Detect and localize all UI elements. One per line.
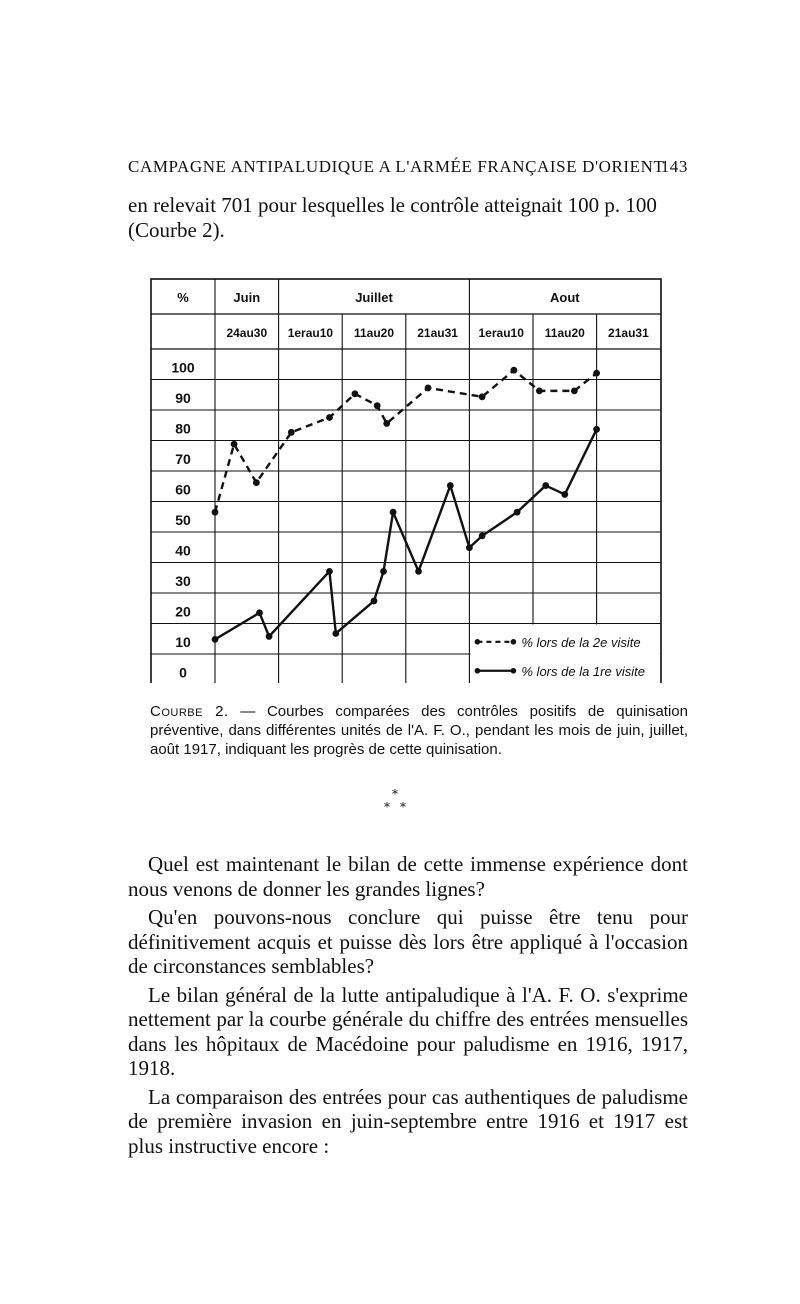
y-tick-label: 0 <box>179 664 187 681</box>
legend-dot <box>511 639 517 645</box>
data-point <box>561 491 568 498</box>
legend-dot <box>511 668 517 674</box>
asterism-icon <box>375 786 415 816</box>
data-point <box>253 479 260 486</box>
continuation-paragraph <box>128 193 688 243</box>
data-point <box>212 509 219 516</box>
body-text <box>128 852 688 1158</box>
period-label: 11au20 <box>353 326 395 340</box>
corner-label: % <box>177 290 189 305</box>
paragraph-4: La comparaison des entrées pour cas authentiques de paludisme de première invasion en juin-septembre entre 1916 et 1917 est plus instructive encore : <box>128 1084 688 1158</box>
period-label: 1erau10 <box>478 326 524 340</box>
legend <box>469 624 661 684</box>
chart-svg <box>150 278 662 683</box>
running-title: CAMPAGNE ANTIPALUDIQUE A L'ARMÉE FRANÇAISE D'ORIENT <box>128 157 665 176</box>
svg-text:*: * <box>384 800 390 814</box>
y-tick-label: 40 <box>175 542 191 559</box>
month-label: Juin <box>233 290 261 305</box>
period-label: 21au31 <box>608 326 649 340</box>
legend-label-1st-visit: % lors de la 1re visite <box>521 663 645 679</box>
y-tick-label: 30 <box>175 573 191 589</box>
data-point <box>256 609 263 616</box>
data-point <box>511 367 518 374</box>
data-point <box>326 568 333 575</box>
data-point <box>479 393 486 400</box>
y-tick-label: 10 <box>175 634 191 650</box>
data-point <box>374 402 381 409</box>
continuation-line-2: (Courbe 2). <box>128 218 225 242</box>
data-point <box>542 482 549 489</box>
y-tick-label: 80 <box>175 420 191 437</box>
data-point <box>466 544 473 551</box>
svg-text:*: * <box>392 787 398 801</box>
legend-dot <box>475 639 481 645</box>
data-point <box>593 370 600 377</box>
y-tick-label: 100 <box>171 359 195 376</box>
caption-label: Courbe 2. <box>150 703 229 720</box>
data-point <box>266 633 273 640</box>
y-tick-label: 90 <box>175 390 191 406</box>
quinisation-chart <box>150 278 662 683</box>
data-point <box>383 420 390 427</box>
data-point <box>212 636 219 643</box>
running-header <box>128 157 688 177</box>
legend-label-2nd-visit: % lors de la 2e visite <box>521 634 641 650</box>
data-point <box>415 568 422 575</box>
data-point <box>288 429 295 436</box>
y-tick-label: 70 <box>175 451 191 467</box>
month-labels <box>233 290 580 305</box>
data-point <box>371 598 378 605</box>
paragraph-2: Qu'en pouvons-nous conclure qui puisse être tenu pour définitivement acquis et puisse dès lors être appliqué à l'occasion de circonstances semblables? <box>128 905 688 978</box>
page-number: 143 <box>660 157 688 176</box>
continuation-line-1: en relevait 701 pour lesquelles le contrôle atteignait 100 p. 100 <box>128 193 657 217</box>
data-point <box>514 509 521 516</box>
period-label: 1erau10 <box>287 326 334 340</box>
data-point <box>425 385 432 392</box>
svg-text:*: * <box>400 800 406 814</box>
period-label: 11au20 <box>544 326 585 340</box>
data-point <box>571 387 578 394</box>
data-point <box>536 387 543 394</box>
data-point <box>352 390 359 397</box>
y-tick-labels <box>171 360 195 681</box>
period-labels <box>226 326 649 340</box>
paragraph-3: Le bilan général de la lutte antipaludique à l'A. F. O. s'exprime nettement par la courbe générale du chiffre des entrées mensuelles dans les hôpitaux de Macédoine pour paludisme en 1916, 1917, 1918. <box>128 982 688 1080</box>
paragraph-1: Quel est maintenant le bilan de cette immense expérience dont nous venons de donner les grandes lignes? <box>128 852 688 901</box>
y-tick-label: 50 <box>175 512 191 528</box>
month-label: Aout <box>549 290 580 305</box>
data-point <box>332 630 339 637</box>
period-label: 21au31 <box>417 326 458 340</box>
data-point <box>380 568 387 575</box>
period-label: 24au30 <box>226 326 268 340</box>
figure-caption <box>150 702 688 759</box>
month-label: Juillet <box>355 290 393 305</box>
legend-dot <box>475 668 481 674</box>
data-point <box>326 414 333 421</box>
data-point <box>593 426 600 433</box>
data-point <box>231 441 238 448</box>
data-point <box>447 482 454 489</box>
y-tick-label: 60 <box>175 481 191 498</box>
y-tick-label: 20 <box>175 603 191 620</box>
section-separator <box>375 786 415 816</box>
caption-text: — Courbes comparées des contrôles positifs de quinisation préventive, dans différentes unités de l'A. F. O., pendant les mois de juin, juillet, août 1917, indiquant les progrès de cette quinisation. <box>150 703 688 758</box>
data-point <box>479 532 486 539</box>
data-point <box>390 509 397 516</box>
